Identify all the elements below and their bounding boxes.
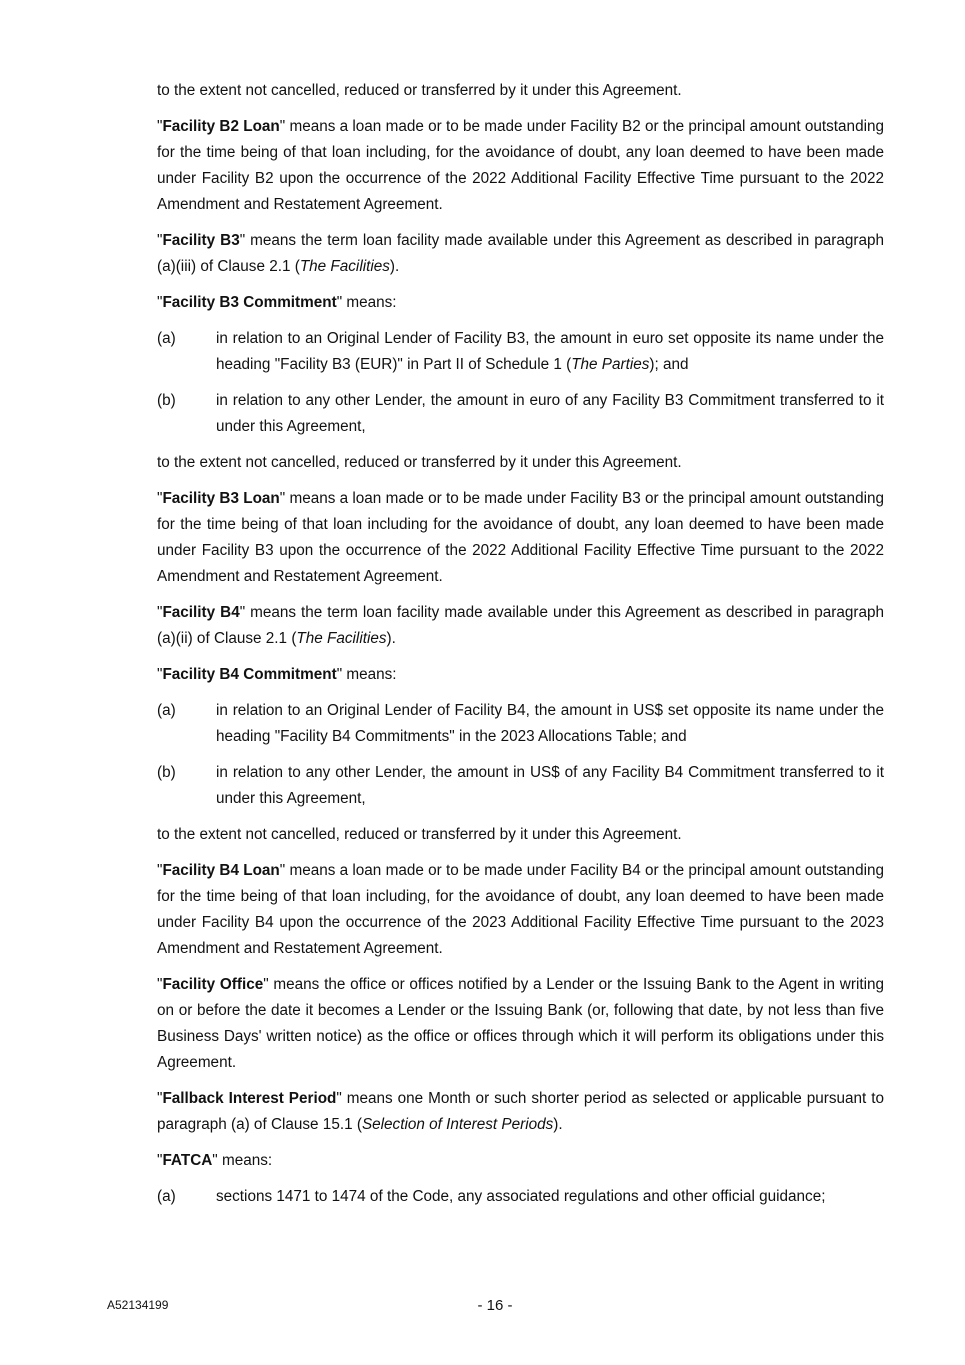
text-run: " means: [336, 294, 397, 311]
list-item [157, 698, 884, 750]
list-item-label: (b) [157, 392, 176, 409]
defined-term: Facility B2 Loan [162, 118, 280, 135]
text-run: " [157, 976, 163, 993]
paragraph [157, 972, 884, 1076]
text-run: " [157, 1090, 163, 1107]
text-run: " [157, 604, 163, 621]
paragraph [157, 822, 884, 848]
defined-term: Facility B4 Loan [162, 862, 280, 879]
text-run: " means the term loan facility made available under this Agreement as described in paragraph (a)(ii) of Clause 2.1 ( [157, 604, 884, 647]
list-item-text [216, 1184, 884, 1210]
page-number: - 16 - [477, 1297, 513, 1314]
defined-term: Fallback Interest Period [162, 1090, 337, 1107]
list-item-text [216, 760, 884, 812]
list-item-label: (b) [157, 764, 176, 781]
italic-reference: The Facilities [296, 630, 387, 647]
text-run: in relation to an Original Lender of Facility B4, the amount in US$ set opposite its name under the heading "Facility B4 Commitments" in the 2023 Allocations Table; and [216, 702, 884, 745]
text-run: to the extent not cancelled, reduced or transferred by it under this Agreement. [157, 826, 682, 843]
text-run: ). [553, 1116, 563, 1133]
list-item [157, 326, 884, 378]
defined-term: Facility B4 Commitment [162, 666, 337, 683]
list-item-label: (a) [157, 702, 176, 719]
paragraph [157, 600, 884, 652]
text-run: to the extent not cancelled, reduced or transferred by it under this Agreement. [157, 82, 682, 99]
list-item-text [216, 698, 884, 750]
text-run: " means one Month or such shorter period as selected or applicable pursuant to paragraph (a) of Clause 15.1 ( [157, 1090, 884, 1133]
text-run: " [157, 490, 163, 507]
list-item-label: (a) [157, 330, 176, 347]
document-body [157, 78, 884, 1220]
paragraph [157, 290, 884, 316]
text-run: " [157, 862, 163, 879]
text-run: " [157, 294, 163, 311]
defined-term: Facility B3 [162, 232, 240, 249]
italic-reference: The Facilities [299, 258, 390, 275]
paragraph [157, 228, 884, 280]
text-run: ). [389, 258, 400, 275]
defined-term: FATCA [162, 1152, 213, 1169]
paragraph [157, 858, 884, 962]
paragraph [157, 78, 884, 104]
list-item [157, 1184, 884, 1210]
italic-reference: Selection of Interest Periods [361, 1116, 554, 1133]
text-run: " means a loan made or to be made under Facility B4 or the principal amount outstanding for the time being of that loan including, for the avoidance of doubt, any loan deemed to have been made under Facility B4 upon the occurrence of the 2023 Additional Facility Effective Time pursuant to the 2023 Amendment and Restatement Agreement. [157, 862, 884, 957]
defined-term: Facility B4 [162, 604, 240, 621]
paragraph [157, 1086, 884, 1138]
text-run: in relation to any other Lender, the amount in US$ of any Facility B4 Commitment transferred to it under this Agreement, [216, 764, 884, 807]
paragraph [157, 114, 884, 218]
defined-term: Facility Office [162, 976, 264, 993]
text-run: " means: [212, 1152, 273, 1169]
text-run: in relation to any other Lender, the amount in euro of any Facility B3 Commitment transferred to it under this Agreement, [216, 392, 884, 435]
text-run: sections 1471 to 1474 of the Code, any associated regulations and other official guidance; [216, 1188, 826, 1205]
text-run: " means a loan made or to be made under Facility B2 or the principal amount outstanding for the time being of that loan including, for the avoidance of doubt, any loan deemed to have been made under Facility B2 upon the occurrence of the 2022 Additional Facility Effective Time pursuant to the 2022 Amendment and Restatement Agreement. [157, 118, 884, 213]
text-run: " [157, 666, 163, 683]
document-reference: A52134199 [107, 1298, 169, 1312]
text-run: " means a loan made or to be made under Facility B3 or the principal amount outstanding for the time being of that loan including for the avoidance of doubt, any loan deemed to have been made under Facility B3 upon the occurrence of the 2022 Additional Facility Effective Time pursuant to the 2022 Amendment and Restatement Agreement. [157, 490, 884, 585]
defined-term: Facility B3 Commitment [162, 294, 337, 311]
text-run: " means: [336, 666, 397, 683]
text-run: " [157, 232, 163, 249]
text-run: " [157, 118, 163, 135]
list-item-text [216, 388, 884, 440]
list-item-text [216, 326, 884, 378]
paragraph [157, 662, 884, 688]
list-item [157, 760, 884, 812]
paragraph [157, 450, 884, 476]
italic-reference: The Parties [571, 356, 650, 373]
text-run: in relation to an Original Lender of Facility B3, the amount in euro set opposite its name under the heading "Facility B3 (EUR)" in Part II of Schedule 1 ( [216, 330, 884, 373]
defined-term: Facility B3 Loan [162, 490, 280, 507]
text-run: ). [386, 630, 396, 647]
paragraph [157, 1148, 884, 1174]
list-item-label: (a) [157, 1188, 176, 1205]
list-item [157, 388, 884, 440]
text-run: to the extent not cancelled, reduced or transferred by it under this Agreement. [157, 454, 682, 471]
text-run: " [157, 1152, 163, 1169]
text-run: " means the term loan facility made available under this Agreement as described in paragraph (a)(iii) of Clause 2.1 ( [157, 232, 884, 275]
text-run: ); and [649, 356, 689, 373]
text-run: " means the office or offices notified by a Lender or the Issuing Bank to the Agent in writing on or before the date it becomes a Lender or the Issuing Bank (or, following that date, by not less than five Business Days' written notice) as the office or offices through which it will perform its obligations under this Agreement. [157, 976, 885, 1071]
paragraph [157, 486, 884, 590]
